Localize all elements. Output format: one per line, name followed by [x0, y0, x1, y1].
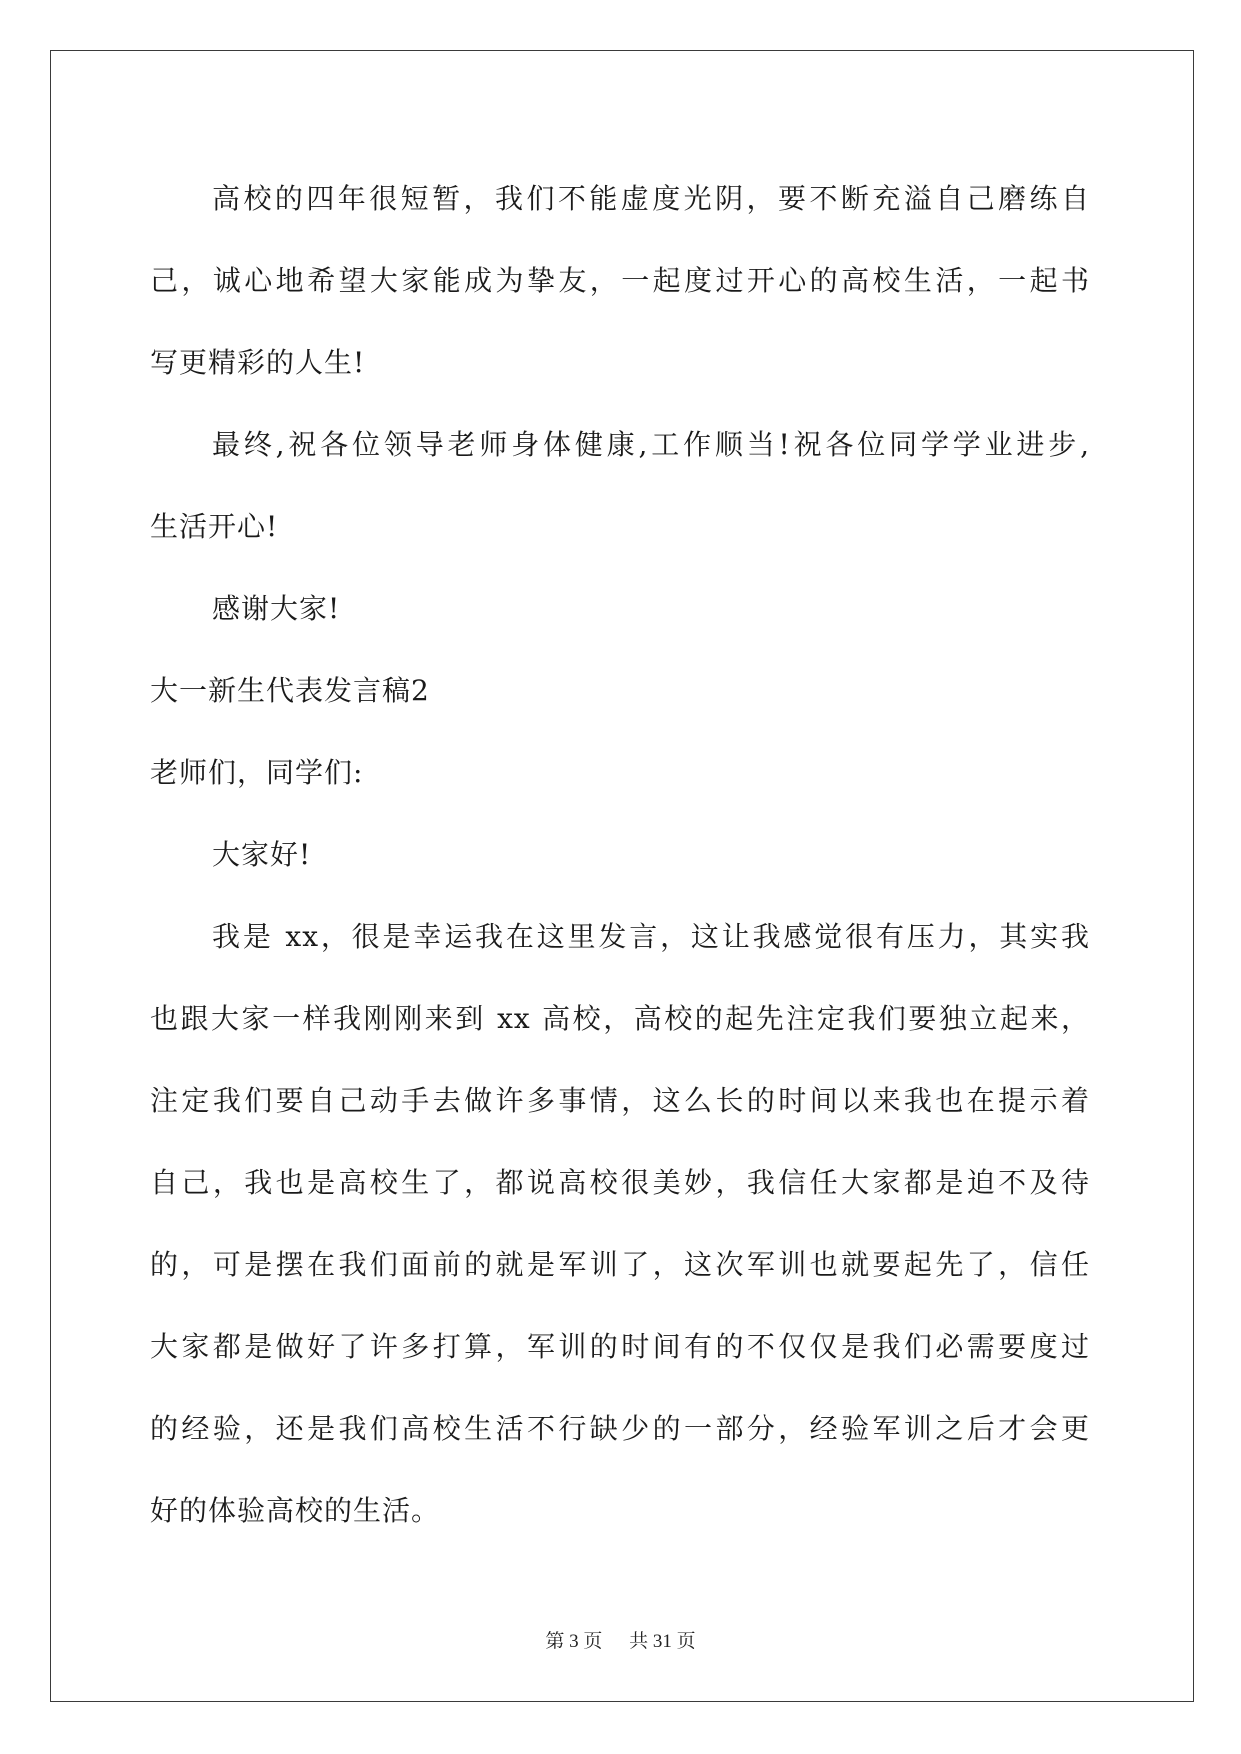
- page-total: 共 31 页: [629, 1631, 696, 1652]
- salutation: 老师们，同学们:: [150, 756, 364, 789]
- section-heading: 大一新生代表发言稿2: [150, 674, 430, 707]
- text-line: 的经验，还是我们高校生活不行缺少的一部分，经验军训之后才会更: [150, 1412, 1090, 1445]
- page-footer: [0, 1626, 1241, 1653]
- text-line: 大家好!: [212, 838, 312, 871]
- text-line: 最终,祝各位领导老师身体健康,工作顺当!祝各位同学学业进步,: [212, 428, 1090, 461]
- text-line: 感谢大家!: [212, 592, 341, 625]
- text-line: 己，诚心地希望大家能成为挚友，一起度过开心的高校生活，一起书: [150, 264, 1090, 297]
- text-line: 高校的四年很短暂，我们不能虚度光阴，要不断充溢自己磨练自: [212, 182, 1090, 215]
- text-line: 大家都是做好了许多打算，军训的时间有的不仅仅是我们必需要度过: [150, 1330, 1090, 1363]
- text-line: 我是 xx，很是幸运我在这里发言，这让我感觉很有压力，其实我: [212, 920, 1090, 953]
- text-line: 注定我们要自己动手去做许多事情，这么长的时间以来我也在提示着: [150, 1084, 1090, 1117]
- text-line: 也跟大家一样我刚刚来到 xx 高校，高校的起先注定我们要独立起来，: [150, 1002, 1090, 1035]
- text-line: 自己，我也是高校生了，都说高校很美妙，我信任大家都是迫不及待: [150, 1166, 1090, 1199]
- document-body: [150, 158, 1090, 1552]
- text-line: 生活开心!: [150, 510, 279, 543]
- text-line: 好的体验高校的生活。: [150, 1494, 441, 1527]
- text-line: 写更精彩的人生!: [150, 346, 366, 379]
- text-line: 的，可是摆在我们面前的就是军训了，这次军训也就要起先了，信任: [150, 1248, 1090, 1281]
- page-number: 第 3 页: [545, 1631, 603, 1652]
